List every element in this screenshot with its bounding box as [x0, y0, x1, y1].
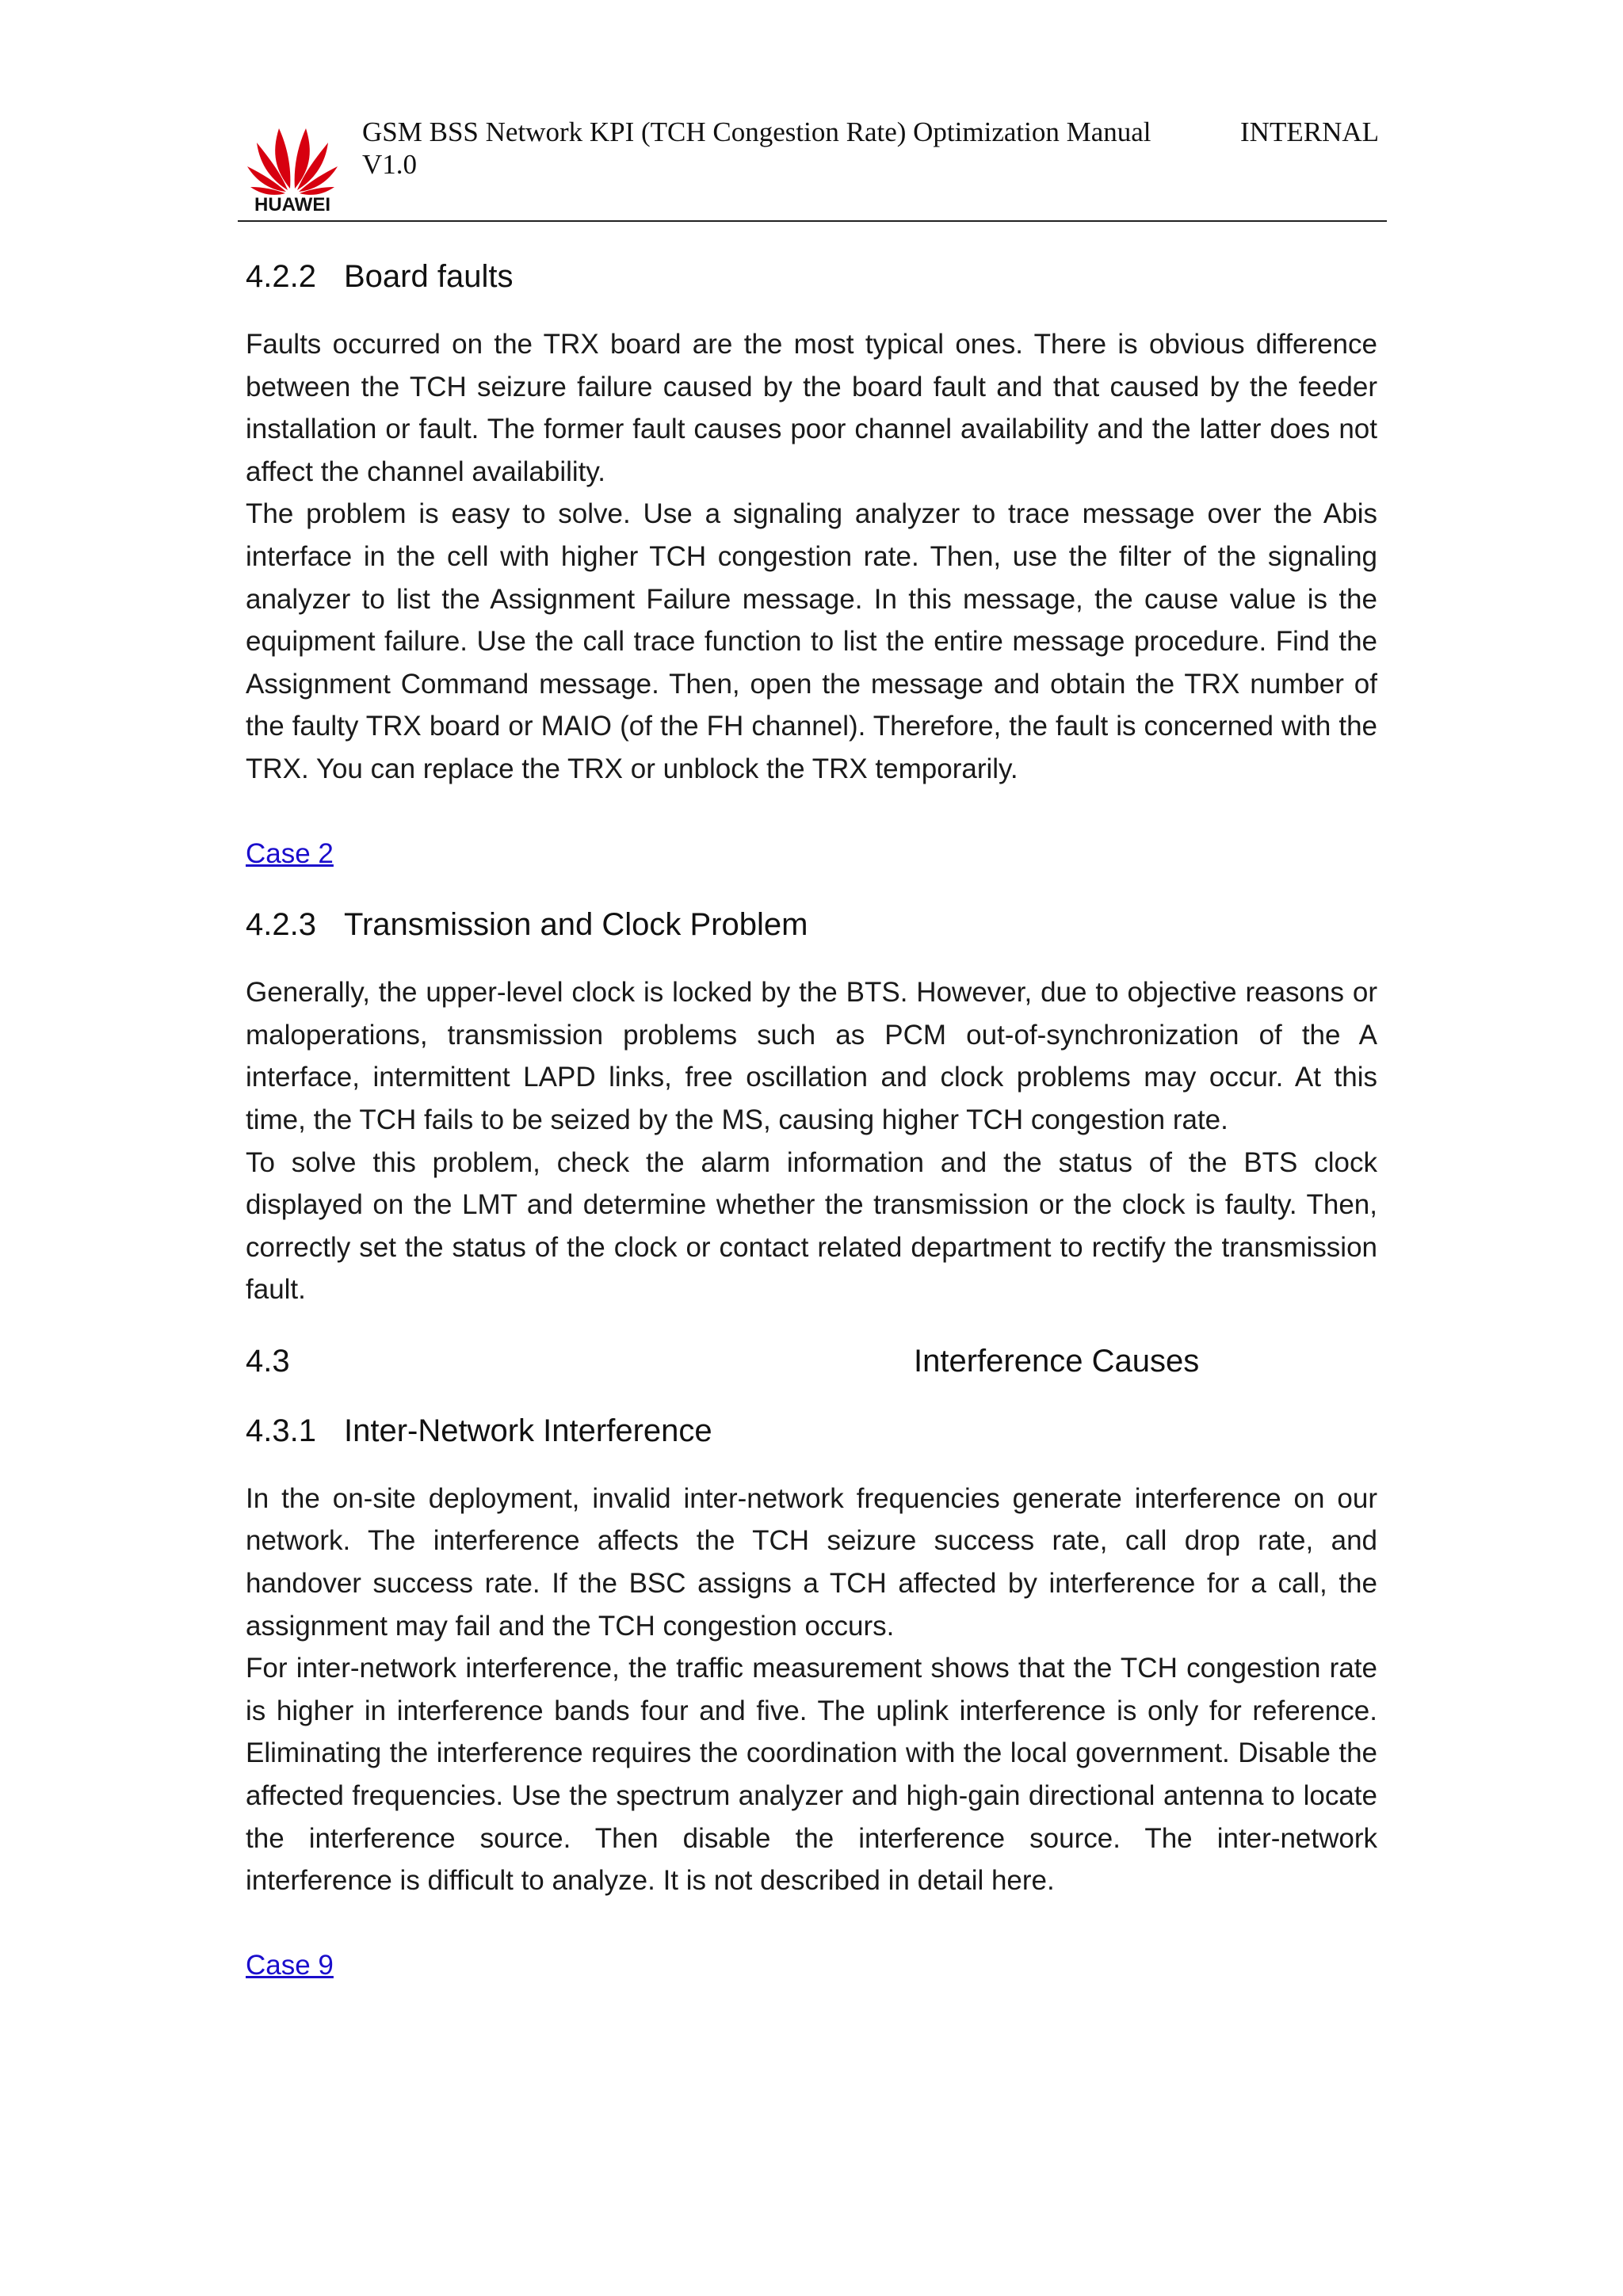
- section-title: Interference Causes: [914, 1343, 1200, 1379]
- paragraph: The problem is easy to solve. Use a signaling analyzer to trace message over the Abis interface in the cell with higher TCH congestion rate. Then, use the filter of the signaling analyzer to list the Assignment Failure message. In this message, the cause value is the equipment failure. Use the call trace function to list the entire message procedure. Find the Assignment Command message. Then, open the message and obtain the TRX number of the faulty TRX board or MAIO (of the FH channel). Therefore, the fault is concerned with the TRX. You can replace the TRX or unblock the TRX temporarily.: [246, 498, 1377, 784]
- section-number: 4.2.3: [246, 907, 316, 943]
- section-heading-4-2-3: [246, 905, 1377, 944]
- huawei-flower-icon: [244, 114, 341, 212]
- huawei-logo: [244, 114, 341, 212]
- logo-wordmark: HUAWEI: [254, 194, 330, 212]
- section-title: Transmission and Clock Problem: [344, 907, 808, 943]
- section-heading-4-3-1: [246, 1411, 1377, 1451]
- classification-label: INTERNAL: [1240, 116, 1379, 147]
- section-number: 4.3: [246, 1343, 290, 1379]
- case-9-link[interactable]: Case 9: [246, 1949, 334, 1981]
- section-title: Inter-Network Interference: [344, 1413, 712, 1448]
- document-title: GSM BSS Network KPI (TCH Congestion Rate) Optimization Manual V1.0: [362, 116, 1151, 180]
- paragraph: In the on-site deployment, invalid inter-network frequencies generate interference on our network. The interference affects the TCH seizure success rate, call drop rate, and handover success rate. If the BSC assigns a TCH affected by interference for a call, the assignment may fail and the TCH congestion occurs.: [246, 1482, 1377, 1642]
- case-2-link[interactable]: Case 2: [246, 837, 334, 869]
- page-header: [238, 111, 1387, 222]
- paragraph: To solve this problem, check the alarm information and the status of the BTS clock displayed on the LMT and determine whether the transmission or the clock is faulty. Then, correctly set the status of the clock or contact related department to rectify the transmission fault.: [246, 1146, 1377, 1306]
- section-title: Board faults: [344, 259, 514, 294]
- section-number: 4.2.2: [246, 259, 316, 294]
- paragraph: Generally, the upper-level clock is locked by the BTS. However, due to objective reasons or maloperations, transmission problems such as PCM out-of-synchronization of the A interface, intermittent LAPD links, free oscillation and clock problems may occur. At this time, the TCH fails to be seized by the MS, causing higher TCH congestion rate.: [246, 977, 1377, 1135]
- section-number: 4.3.1: [246, 1413, 316, 1448]
- page-content: [246, 238, 1377, 1986]
- paragraph: Faults occurred on the TRX board are the most typical ones. There is obvious difference between the TCH seizure failure caused by the board fault and that caused by the feeder installation or fault. The former fault causes poor channel availability and the latter does not affect the channel availability.: [246, 329, 1377, 487]
- section-heading-4-3: [246, 1341, 1377, 1381]
- paragraph: For inter-network interference, the traffic measurement shows that the TCH congestion rate is higher in interference bands four and five. The uplink interference is only for reference. Eliminating the interference requires the coordination with the local government. Disable the affected frequencies. Use the spectrum analyzer and high-gain directional antenna to locate the interference source. Then disable the interference source. The inter-network interference is difficult to analyze. It is not described in detail here.: [246, 1653, 1377, 1897]
- section-heading-4-2-2: [246, 257, 1377, 296]
